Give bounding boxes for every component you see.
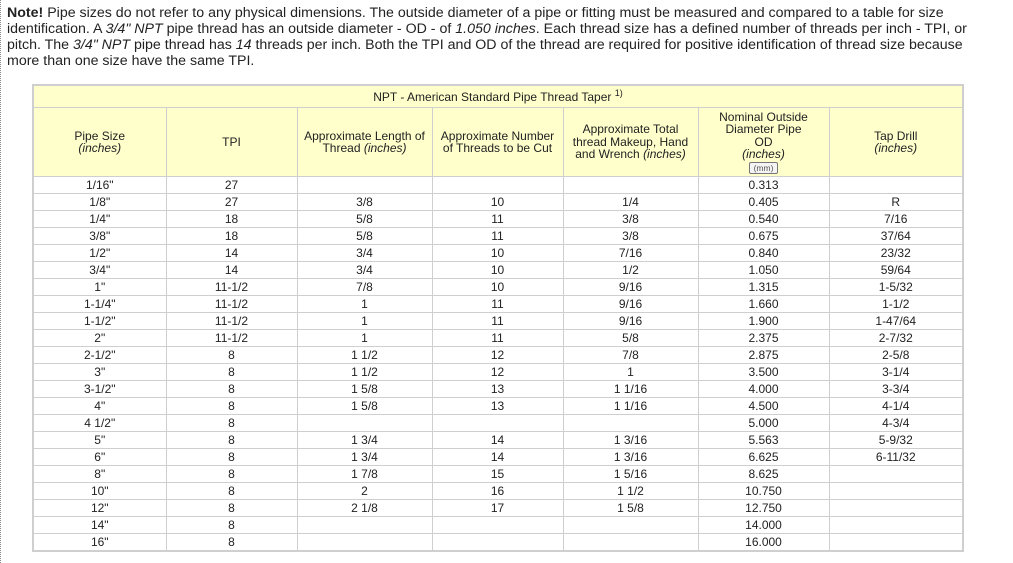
pipe-size-cell: 1/16" [33, 177, 166, 194]
pipe-size-cell: 1/4" [33, 211, 166, 228]
pipe-size-cell: 12" [33, 500, 166, 517]
tpi-cell: 18 [166, 211, 297, 228]
tpi-cell: 8 [166, 483, 297, 500]
tpi-cell: 8 [166, 364, 297, 381]
thread-count-cell: 16 [432, 483, 563, 500]
thread-count-cell: 11 [432, 313, 563, 330]
thread-makeup-cell: 1 3/16 [563, 432, 698, 449]
thread-makeup-cell: 1 [563, 364, 698, 381]
note-paragraph: Note! Pipe sizes do not refer to any physical dimensions. The outside diameter of a pipe or fitting must be measured and compared to a table for size identification. A 3/4" NPT pipe thread has an outside diameter - OD - of 1.050 inches. Each thread size has a defined number of threads per inch - TPI, or pitch. The 3/4" NPT pipe thread has 14 threads per inch. Both the TPI and OD of the thread are required for positive identification of thread size because more than one size have the same TPI. [7, 5, 967, 69]
outside-diameter-cell: 6.625 [698, 449, 829, 466]
tap-drill-cell [829, 177, 963, 194]
thread-makeup-cell: 5/8 [563, 330, 698, 347]
table-row [33, 432, 963, 449]
tpi-cell: 8 [166, 534, 297, 552]
note-lead: Note! [7, 5, 44, 21]
tap-drill-cell: 23/32 [829, 245, 963, 262]
tap-drill-cell [829, 500, 963, 517]
outside-diameter-cell: 0.540 [698, 211, 829, 228]
tap-drill-cell: 6-11/32 [829, 449, 963, 466]
pipe-size-cell: 14" [33, 517, 166, 534]
tpi-cell: 18 [166, 228, 297, 245]
thread-count-cell: 13 [432, 398, 563, 415]
mm-toggle-button[interactable]: (mm) [749, 162, 779, 174]
tap-drill-cell [829, 466, 963, 483]
outside-diameter-cell: 1.900 [698, 313, 829, 330]
thread-length-cell: 3/4 [297, 262, 432, 279]
table-row [33, 466, 963, 483]
col-thread-count: Approximate Number of Threads to be Cut [432, 108, 563, 177]
thread-count-cell: 11 [432, 211, 563, 228]
tap-drill-cell: 2-7/32 [829, 330, 963, 347]
header-row [33, 108, 963, 177]
thread-makeup-cell: 1 5/8 [563, 500, 698, 517]
table-row [33, 500, 963, 517]
npt-thread-table [32, 84, 964, 552]
thread-makeup-cell [563, 534, 698, 552]
thread-count-cell: 12 [432, 364, 563, 381]
thread-count-cell: 13 [432, 381, 563, 398]
pipe-size-cell: 1/2" [33, 245, 166, 262]
outside-diameter-cell: 0.840 [698, 245, 829, 262]
thread-makeup-cell: 3/8 [563, 211, 698, 228]
pipe-size-cell: 1-1/2" [33, 313, 166, 330]
thread-length-cell: 5/8 [297, 228, 432, 245]
thread-count-cell: 10 [432, 245, 563, 262]
thread-count-cell: 15 [432, 466, 563, 483]
thread-length-cell: 2 1/8 [297, 500, 432, 517]
thread-makeup-cell: 3/8 [563, 228, 698, 245]
thread-makeup-cell: 9/16 [563, 279, 698, 296]
pipe-size-cell: 16" [33, 534, 166, 552]
col-thread-makeup: Approximate Total thread Makeup, Hand and Wrench (inches) [563, 108, 698, 177]
outside-diameter-cell: 1.050 [698, 262, 829, 279]
thread-count-cell: 11 [432, 296, 563, 313]
outside-diameter-cell: 0.675 [698, 228, 829, 245]
table-row [33, 449, 963, 466]
thread-makeup-cell: 1 1/2 [563, 483, 698, 500]
pipe-size-cell: 3-1/2" [33, 381, 166, 398]
pipe-size-cell: 4 1/2" [33, 415, 166, 432]
thread-count-cell: 17 [432, 500, 563, 517]
pipe-size-cell: 2-1/2" [33, 347, 166, 364]
thread-count-cell: 10 [432, 262, 563, 279]
tpi-cell: 8 [166, 432, 297, 449]
thread-length-cell: 1 7/8 [297, 466, 432, 483]
col-tpi: TPI [166, 108, 297, 177]
pipe-size-cell: 10" [33, 483, 166, 500]
thread-length-cell: 1 5/8 [297, 398, 432, 415]
thread-length-cell [297, 517, 432, 534]
thread-length-cell [297, 177, 432, 194]
tpi-cell: 27 [166, 194, 297, 211]
thread-count-cell [432, 415, 563, 432]
pipe-size-cell: 1" [33, 279, 166, 296]
thread-count-cell: 11 [432, 228, 563, 245]
tap-drill-cell [829, 483, 963, 500]
tap-drill-cell: 1-5/32 [829, 279, 963, 296]
thread-length-cell: 3/4 [297, 245, 432, 262]
thread-length-cell: 1 [297, 330, 432, 347]
outside-diameter-cell: 1.660 [698, 296, 829, 313]
thread-makeup-cell: 1 3/16 [563, 449, 698, 466]
tpi-cell: 11-1/2 [166, 330, 297, 347]
table-title: NPT - American Standard Pipe Thread Taper $^{1)}$ [33, 85, 963, 108]
outside-diameter-cell: 10.750 [698, 483, 829, 500]
footnote-marker: 1) [614, 87, 623, 98]
tap-drill-cell: 3-3/4 [829, 381, 963, 398]
tpi-cell: 8 [166, 466, 297, 483]
table-row [33, 534, 963, 552]
thread-count-cell: 14 [432, 449, 563, 466]
thread-makeup-cell: 1 1/16 [563, 398, 698, 415]
table-row [33, 415, 963, 432]
outside-diameter-cell: 0.405 [698, 194, 829, 211]
thread-makeup-cell [563, 517, 698, 534]
tpi-cell: 14 [166, 245, 297, 262]
tap-drill-cell: 3-1/4 [829, 364, 963, 381]
thread-length-cell: 2 [297, 483, 432, 500]
tpi-cell: 8 [166, 500, 297, 517]
thread-makeup-cell: 7/16 [563, 245, 698, 262]
outside-diameter-cell: 14.000 [698, 517, 829, 534]
thread-length-cell [297, 534, 432, 552]
tpi-cell: 8 [166, 449, 297, 466]
tap-drill-cell: 5-9/32 [829, 432, 963, 449]
table-row [33, 262, 963, 279]
thread-count-cell: 11 [432, 330, 563, 347]
thread-length-cell: 5/8 [297, 211, 432, 228]
tap-drill-cell [829, 517, 963, 534]
table-row [33, 279, 963, 296]
pipe-size-cell: 6" [33, 449, 166, 466]
table-row [33, 330, 963, 347]
table-row [33, 398, 963, 415]
left-dotted-border [0, 0, 1, 563]
tpi-cell: 11-1/2 [166, 296, 297, 313]
outside-diameter-cell: 0.313 [698, 177, 829, 194]
outside-diameter-cell: 5.000 [698, 415, 829, 432]
tap-drill-cell: 37/64 [829, 228, 963, 245]
thread-length-cell: 1 1/2 [297, 347, 432, 364]
tpi-cell: 11-1/2 [166, 279, 297, 296]
thread-makeup-cell: 7/8 [563, 347, 698, 364]
tap-drill-cell: 59/64 [829, 262, 963, 279]
table-row [33, 517, 963, 534]
tpi-cell: 27 [166, 177, 297, 194]
table-body [33, 177, 963, 552]
thread-count-cell: 10 [432, 279, 563, 296]
tap-drill-cell: 1-1/2 [829, 296, 963, 313]
outside-diameter-cell: 8.625 [698, 466, 829, 483]
pipe-size-cell: 3" [33, 364, 166, 381]
thread-makeup-cell [563, 415, 698, 432]
tpi-cell: 8 [166, 381, 297, 398]
thread-makeup-cell: 9/16 [563, 313, 698, 330]
outside-diameter-cell: 1.315 [698, 279, 829, 296]
outside-diameter-cell: 3.500 [698, 364, 829, 381]
pipe-size-cell: 8" [33, 466, 166, 483]
thread-length-cell: 1 1/2 [297, 364, 432, 381]
col-pipe-size: Pipe Size (inches) [33, 108, 166, 177]
thread-count-cell: 12 [432, 347, 563, 364]
thread-makeup-cell: 1 1/16 [563, 381, 698, 398]
table-row [33, 211, 963, 228]
table-row [33, 228, 963, 245]
tap-drill-cell: 7/16 [829, 211, 963, 228]
tpi-cell: 8 [166, 347, 297, 364]
thread-length-cell [297, 415, 432, 432]
outside-diameter-cell: 16.000 [698, 534, 829, 552]
thread-count-cell: 10 [432, 194, 563, 211]
table-row [33, 313, 963, 330]
outside-diameter-cell: 2.875 [698, 347, 829, 364]
thread-makeup-cell: 1/4 [563, 194, 698, 211]
pipe-size-cell: 3/4" [33, 262, 166, 279]
tap-drill-cell: 4-1/4 [829, 398, 963, 415]
outside-diameter-cell: 4.000 [698, 381, 829, 398]
table-row [33, 194, 963, 211]
outside-diameter-cell: 2.375 [698, 330, 829, 347]
tap-drill-cell: R [829, 194, 963, 211]
thread-length-cell: 1 3/4 [297, 432, 432, 449]
thread-makeup-cell: 9/16 [563, 296, 698, 313]
pipe-size-cell: 1/8" [33, 194, 166, 211]
pipe-size-cell: 4" [33, 398, 166, 415]
tpi-cell: 8 [166, 398, 297, 415]
thread-count-cell [432, 517, 563, 534]
tap-drill-cell: 4-3/4 [829, 415, 963, 432]
col-outside-diameter: Nominal Outside Diameter Pipe OD (inches) (mm) [698, 108, 829, 177]
outside-diameter-cell: 5.563 [698, 432, 829, 449]
col-tap-drill: Tap Drill (inches) [829, 108, 963, 177]
tpi-cell: 11-1/2 [166, 313, 297, 330]
tpi-cell: 14 [166, 262, 297, 279]
thread-length-cell: 1 [297, 296, 432, 313]
thread-makeup-cell [563, 177, 698, 194]
outside-diameter-cell: 4.500 [698, 398, 829, 415]
thread-length-cell: 1 3/4 [297, 449, 432, 466]
thread-length-cell: 7/8 [297, 279, 432, 296]
thread-count-cell [432, 177, 563, 194]
thread-count-cell [432, 534, 563, 552]
thread-length-cell: 3/8 [297, 194, 432, 211]
tap-drill-cell: 2-5/8 [829, 347, 963, 364]
thread-makeup-cell: 1 5/16 [563, 466, 698, 483]
table-row [33, 296, 963, 313]
tpi-cell: 8 [166, 517, 297, 534]
table-row [33, 364, 963, 381]
table-row [33, 381, 963, 398]
table-row [33, 483, 963, 500]
pipe-size-cell: 3/8" [33, 228, 166, 245]
thread-length-cell: 1 5/8 [297, 381, 432, 398]
table-row [33, 177, 963, 194]
thread-makeup-cell: 1/2 [563, 262, 698, 279]
tap-drill-cell: 1-47/64 [829, 313, 963, 330]
thread-count-cell: 14 [432, 432, 563, 449]
table-row [33, 347, 963, 364]
pipe-size-cell: 2" [33, 330, 166, 347]
col-thread-length: Approximate Length of Thread (inches) [297, 108, 432, 177]
pipe-size-cell: 5" [33, 432, 166, 449]
outside-diameter-cell: 12.750 [698, 500, 829, 517]
thread-length-cell: 1 [297, 313, 432, 330]
tap-drill-cell [829, 534, 963, 552]
pipe-size-cell: 1-1/4" [33, 296, 166, 313]
tpi-cell: 8 [166, 415, 297, 432]
table-row [33, 245, 963, 262]
